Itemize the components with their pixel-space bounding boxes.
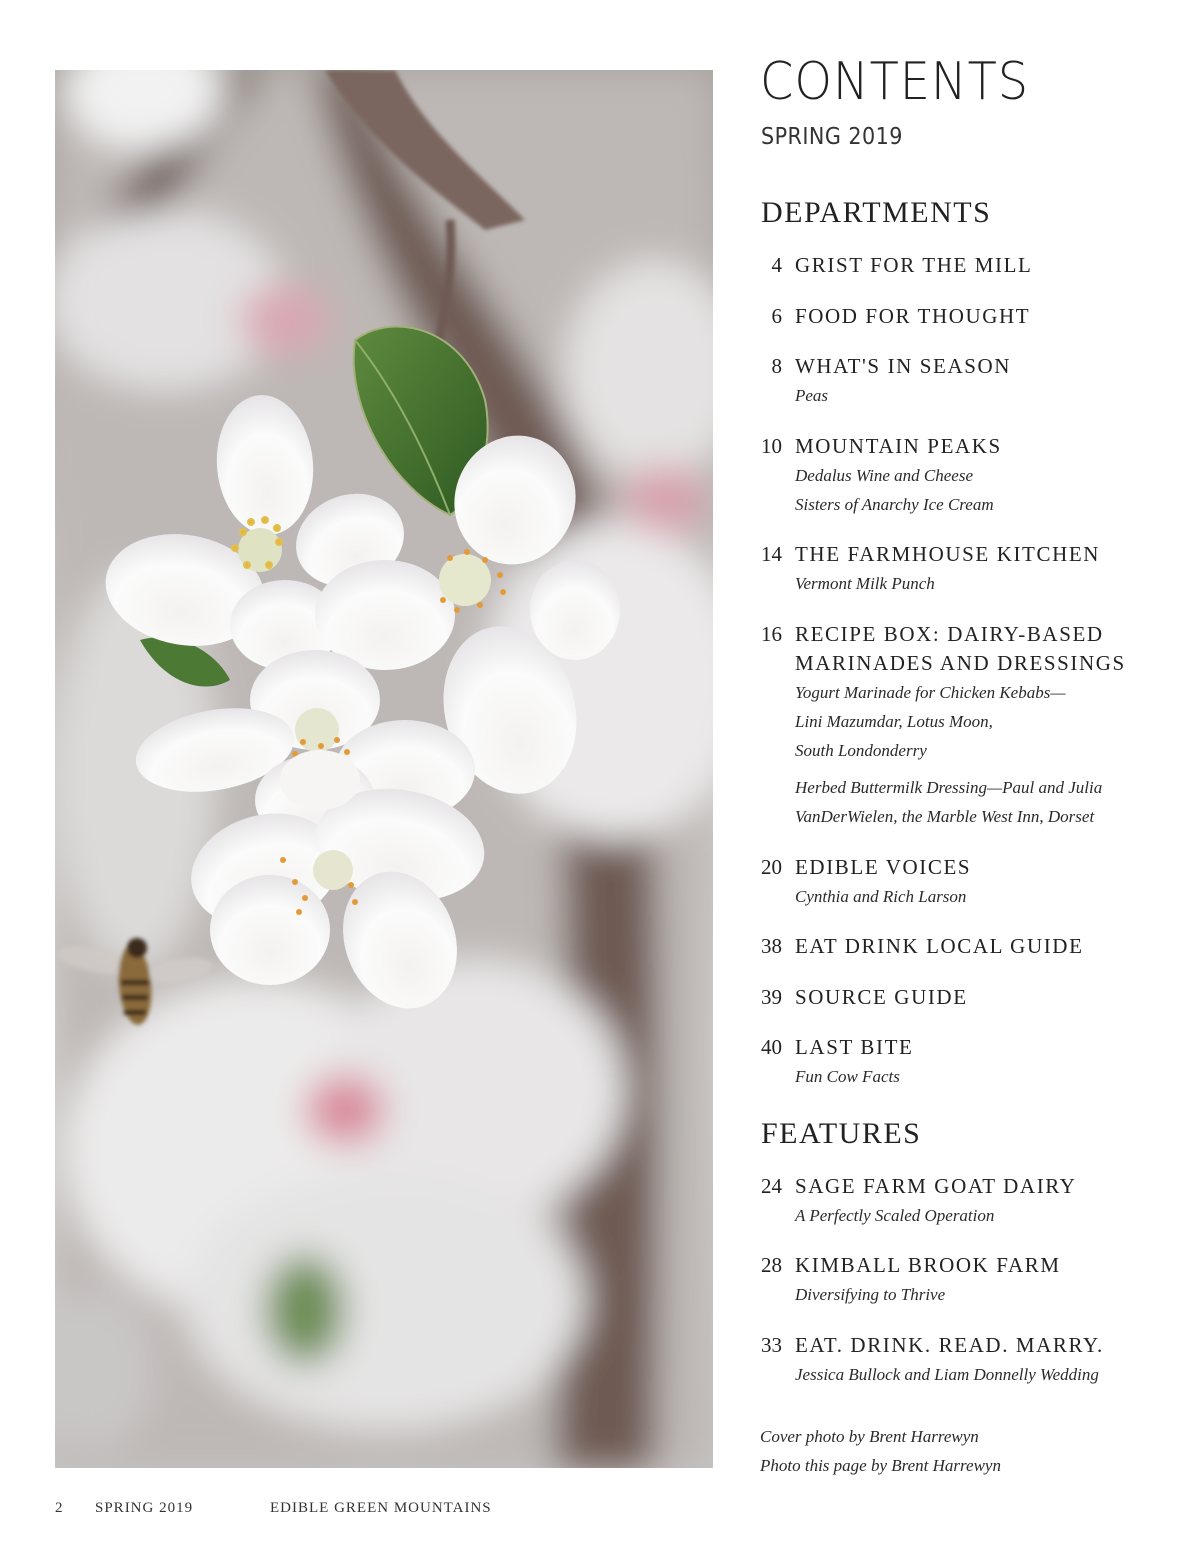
toc-entry-kimball-brook[interactable] [760,1251,1170,1309]
footer-page-number: 2 [55,1500,64,1516]
entry-title: FOOD FOR THOUGHT [795,304,1031,328]
entry-title: GRIST FOR THE MILL [795,253,1033,277]
page-number: 20 [761,855,782,879]
page-number: 4 [771,253,782,277]
toc-entry-edible-voices[interactable] [760,853,1170,911]
toc-entry-sage-farm[interactable] [760,1172,1170,1230]
entry-subtitle: Cynthia and Rich Larson [795,887,967,906]
page-number: 8 [771,354,782,378]
entry-subtitle: Jessica Bullock and Liam Donnelly Wedding [795,1365,1099,1384]
entry-title: SOURCE GUIDE [795,985,968,1009]
entry-subtitle: VanDerWielen, the Marble West Inn, Dorset [795,807,1095,826]
blossom-illustration [55,70,713,1468]
entry-title: EDIBLE VOICES [795,855,972,879]
issue-label: SPRING 2019 [761,124,903,150]
entry-subtitle: Vermont Milk Punch [795,574,935,593]
entry-title: LAST BITE [795,1035,914,1059]
footer-issue: SPRING 2019 [95,1500,194,1516]
features-heading: FEATURES [761,1117,922,1150]
entry-title-line: MARINADES AND DRESSINGS [795,651,1126,675]
credit-line: Photo this page by Brent Harrewyn [760,1456,1001,1475]
entry-title: WHAT'S IN SEASON [795,354,1012,378]
entry-subtitle: Diversifying to Thrive [795,1285,946,1304]
entry-title: SAGE FARM GOAT DAIRY [795,1174,1077,1198]
page-number: 28 [761,1253,782,1277]
photo-credits [760,1422,1001,1480]
credit-line: Cover photo by Brent Harrewyn [760,1427,979,1446]
entry-title: EAT DRINK LOCAL GUIDE [795,934,1084,958]
toc-entry-whats-in-season[interactable] [760,352,1170,410]
entry-title: MOUNTAIN PEAKS [795,434,1002,458]
toc-entry-recipe-box[interactable] [760,620,1170,831]
toc-entry-source-guide[interactable] [760,983,1170,1012]
page-title: CONTENTS [760,52,1030,112]
entry-title: KIMBALL BROOK FARM [795,1253,1061,1277]
page-number: 16 [761,622,782,646]
entry-title: EAT. DRINK. READ. MARRY. [795,1333,1104,1357]
toc-entry-eat-drink-read-marry[interactable] [760,1331,1170,1389]
toc-entry-grist[interactable] [760,251,1170,280]
entry-title-line: RECIPE BOX: DAIRY-BASED [795,622,1104,646]
entry-subtitle: A Perfectly Scaled Operation [795,1206,995,1225]
page-number: 38 [761,934,782,958]
toc-entry-mountain-peaks[interactable] [760,432,1170,519]
entry-subtitle: Peas [795,386,829,405]
toc-entry-eat-drink-local-guide[interactable] [760,932,1170,961]
entry-subtitle: Lini Mazumdar, Lotus Moon, [795,712,993,731]
page-number: 14 [761,542,782,566]
page-number: 6 [771,304,782,328]
entry-subtitle: Yogurt Marinade for Chicken Kebabs— [795,683,1066,702]
page-number: 39 [761,985,782,1009]
entry-subtitle: South Londonderry [795,741,927,760]
entry-title: THE FARMHOUSE KITCHEN [795,542,1101,566]
toc-entry-farmhouse-kitchen[interactable] [760,540,1170,598]
toc-entry-food-for-thought[interactable] [760,302,1170,331]
toc-entry-last-bite[interactable] [760,1033,1170,1091]
blossom-photo [55,70,713,1468]
entry-subtitle: Sisters of Anarchy Ice Cream [795,495,994,514]
footer-magazine: EDIBLE GREEN MOUNTAINS [270,1500,492,1516]
departments-heading: DEPARTMENTS [761,196,992,229]
entry-subtitle: Fun Cow Facts [795,1067,900,1086]
entry-subtitle: Dedalus Wine and Cheese [795,466,973,485]
page-number: 24 [761,1174,782,1198]
entry-subtitle: Herbed Buttermilk Dressing—Paul and Julia [795,778,1103,797]
page-number: 40 [761,1035,782,1059]
page-number: 10 [761,434,782,458]
page-number: 33 [761,1333,782,1357]
